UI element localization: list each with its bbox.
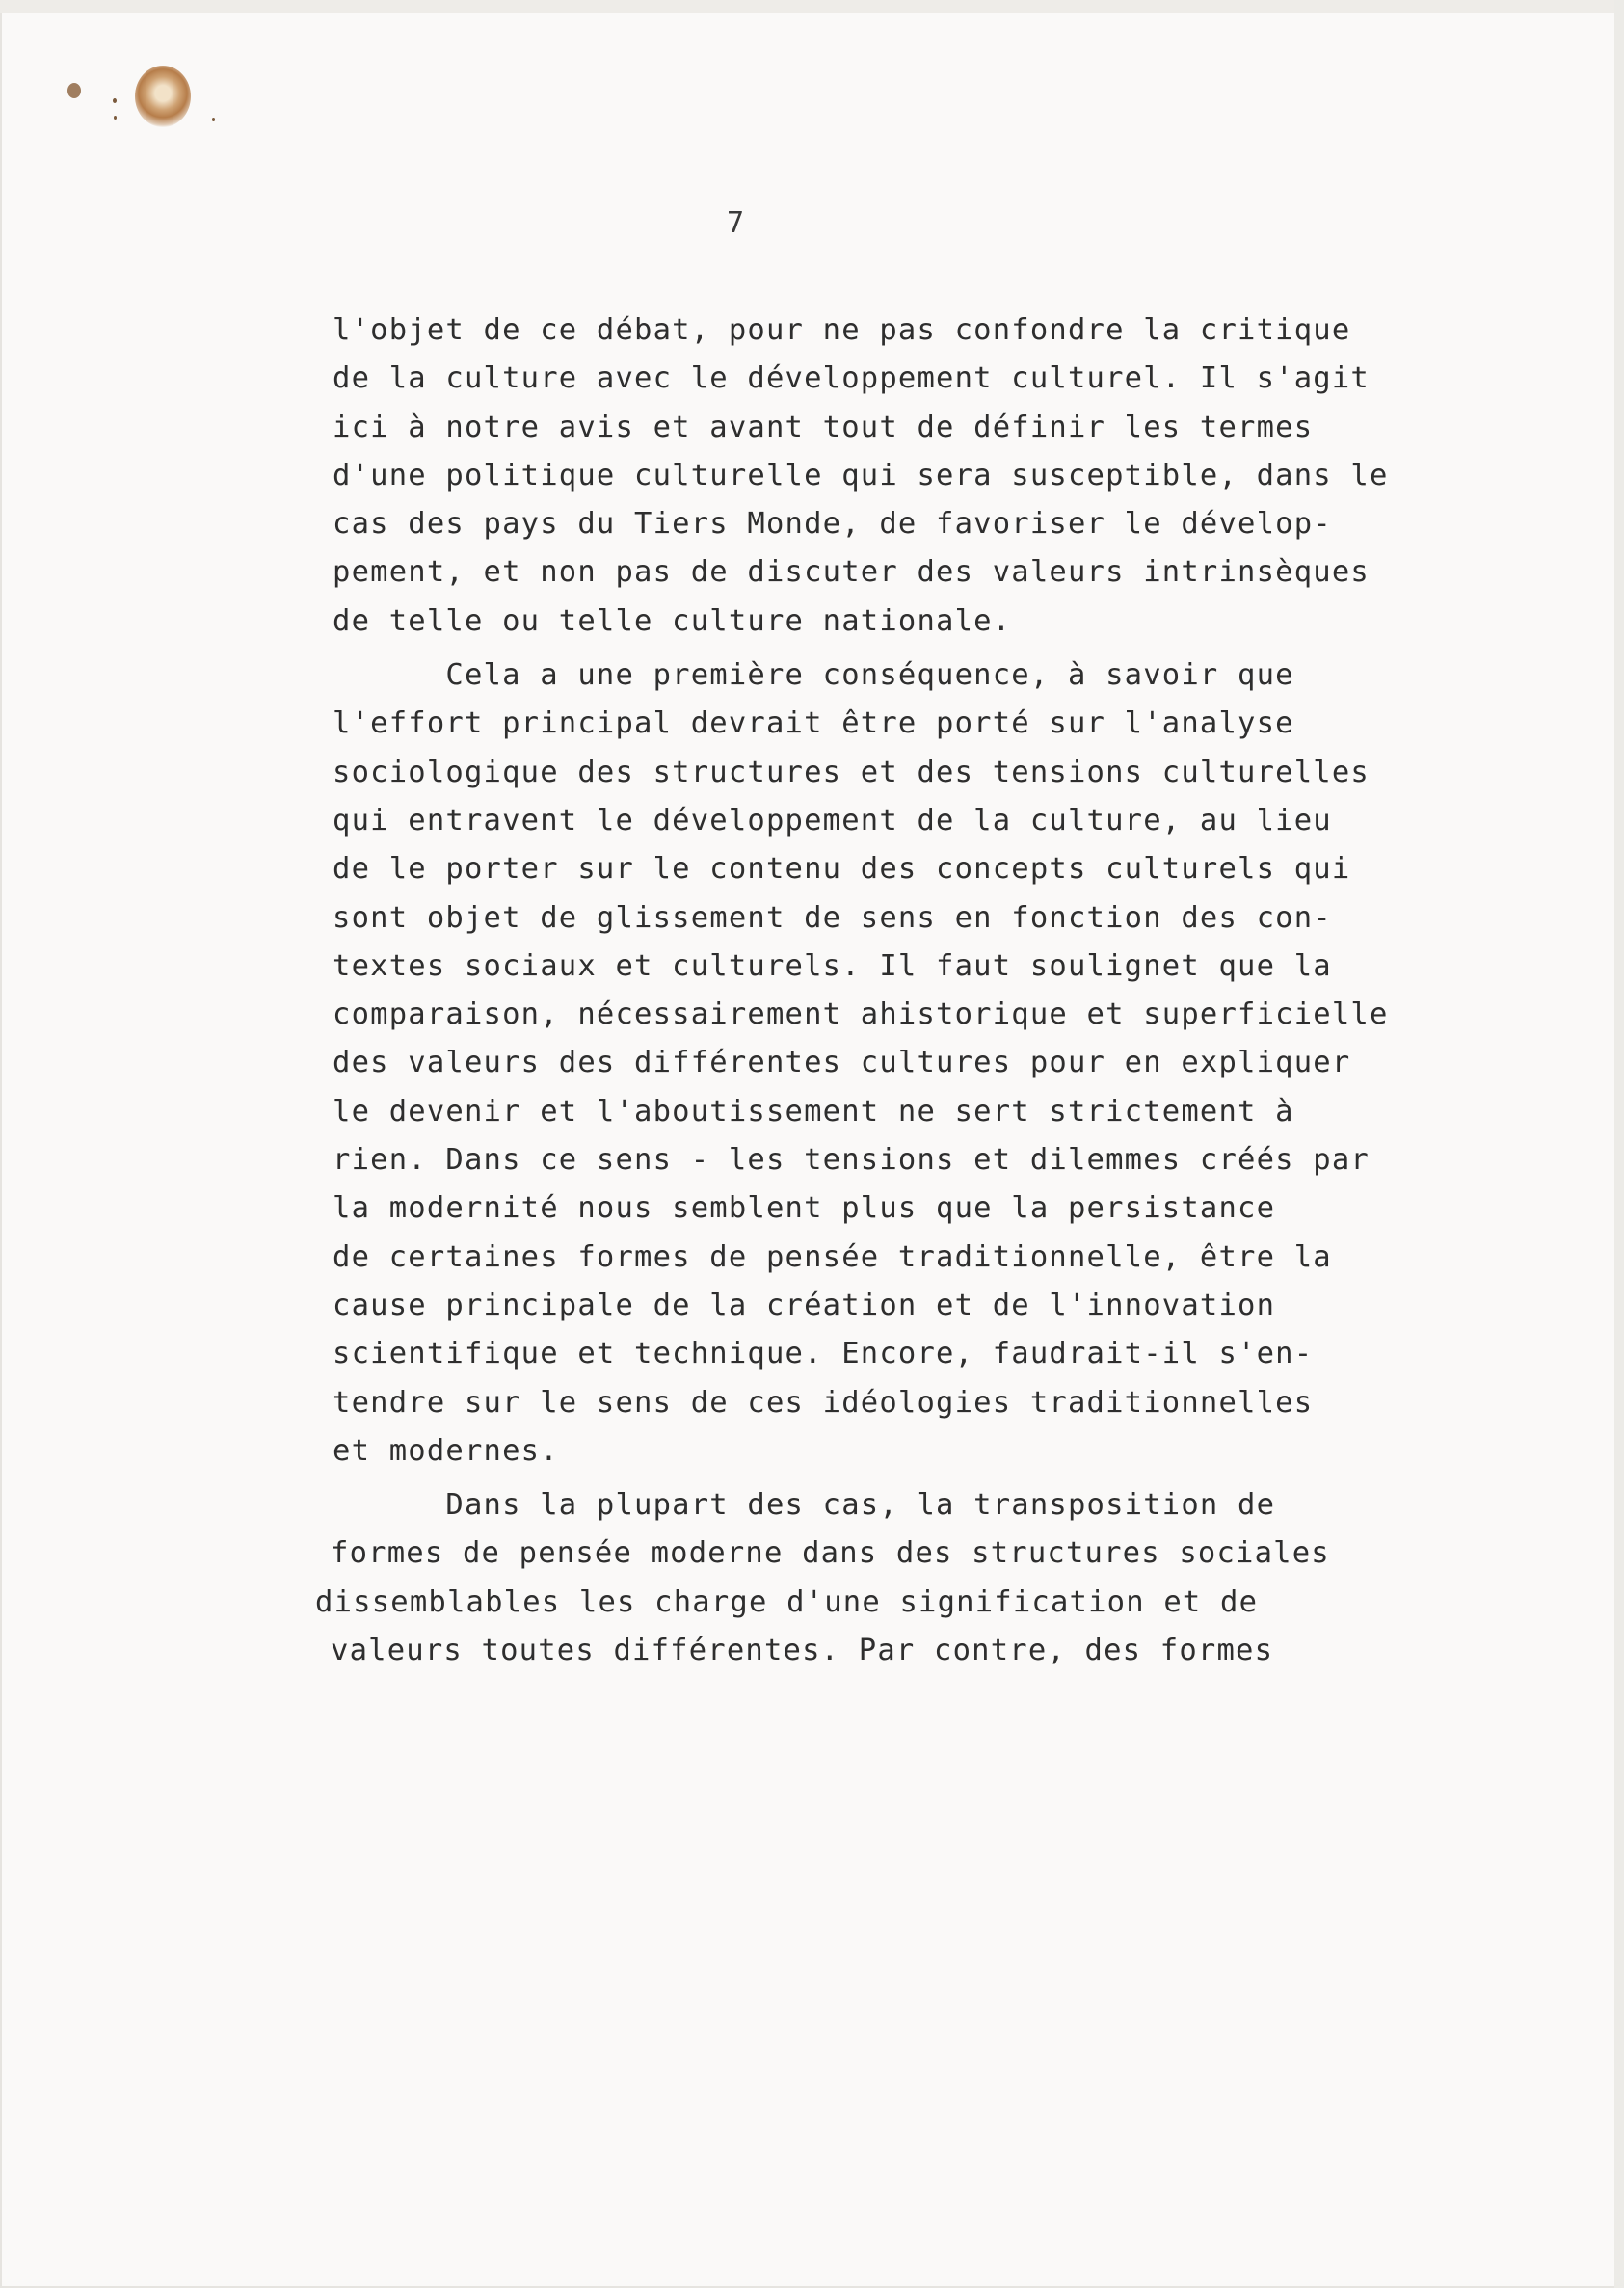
speck-mark: [212, 118, 215, 121]
page-edge-right: [1614, 0, 1624, 2288]
text-line: scientifique et technique. Encore, faudrait-il s'en-: [333, 1337, 1314, 1371]
text-line: le devenir et l'aboutissement ne sert strictement à: [333, 1094, 1294, 1129]
text-line: d'une politique culturelle qui sera susceptible, dans le: [333, 458, 1389, 492]
text-line: sociologique des structures et des tensions culturelles: [333, 755, 1370, 789]
text-line: valeurs toutes différentes. Par contre, des formes: [331, 1634, 1274, 1668]
speck-mark: [114, 116, 117, 120]
text-line: cas des pays du Tiers Monde, de favoriser le dévelop-: [333, 507, 1332, 542]
text-line: pement, et non pas de discuter des valeurs intrinsèques: [333, 555, 1370, 590]
page-edge-top: [0, 0, 1624, 13]
text-line: de le porter sur le contenu des concepts culturels qui: [333, 852, 1351, 887]
text-line: qui entravent le développement de la culture, au lieu: [333, 803, 1332, 838]
text-line: ici à notre avis et avant tout de définir les termes: [333, 410, 1314, 444]
text-line: tendre sur le sens de ces idéologies traditionnelles: [333, 1385, 1314, 1420]
text-line: Dans la plupart des cas, la transposition de: [333, 1488, 1276, 1523]
text-line: des valeurs des différentes cultures pour en expliquer: [333, 1046, 1351, 1080]
page-number: 7: [727, 206, 746, 240]
text-line: de certaines formes de pensée traditionnelle, être la: [333, 1239, 1332, 1274]
body-text: [315, 306, 1499, 1675]
text-line: cause principale de la création et de l'innovation: [333, 1288, 1276, 1322]
speck-mark: [67, 83, 81, 98]
text-line: de la culture avec le développement culturel. Il s'agit: [333, 361, 1370, 396]
text-line: sont objet de glissement de sens en fonction des con-: [333, 900, 1332, 935]
text-line: de telle ou telle culture nationale.: [333, 603, 1012, 638]
text-line: rien. Dans ce sens - les tensions et dilemmes créés par: [333, 1143, 1370, 1178]
stain-mark: [135, 66, 191, 127]
text-line: l'objet de ce débat, pour ne pas confondre la critique: [333, 313, 1351, 347]
text-line: l'effort principal devrait être porté sur l'analyse: [333, 706, 1294, 741]
text-line: dissemblables les charge d'une signification et de: [315, 1584, 1259, 1619]
text-line: comparaison, nécessairement ahistorique et superficielle: [333, 998, 1389, 1032]
text-line: textes sociaux et culturels. Il faut soulignet que la: [333, 948, 1332, 983]
text-line: formes de pensée moderne dans des structures sociales: [331, 1536, 1330, 1571]
text-line: Cela a une première conséquence, à savoir que: [333, 658, 1294, 693]
text-line: et modernes.: [333, 1433, 559, 1468]
text-line: la modernité nous semblent plus que la persistance: [333, 1191, 1276, 1226]
speck-mark: [113, 98, 117, 103]
